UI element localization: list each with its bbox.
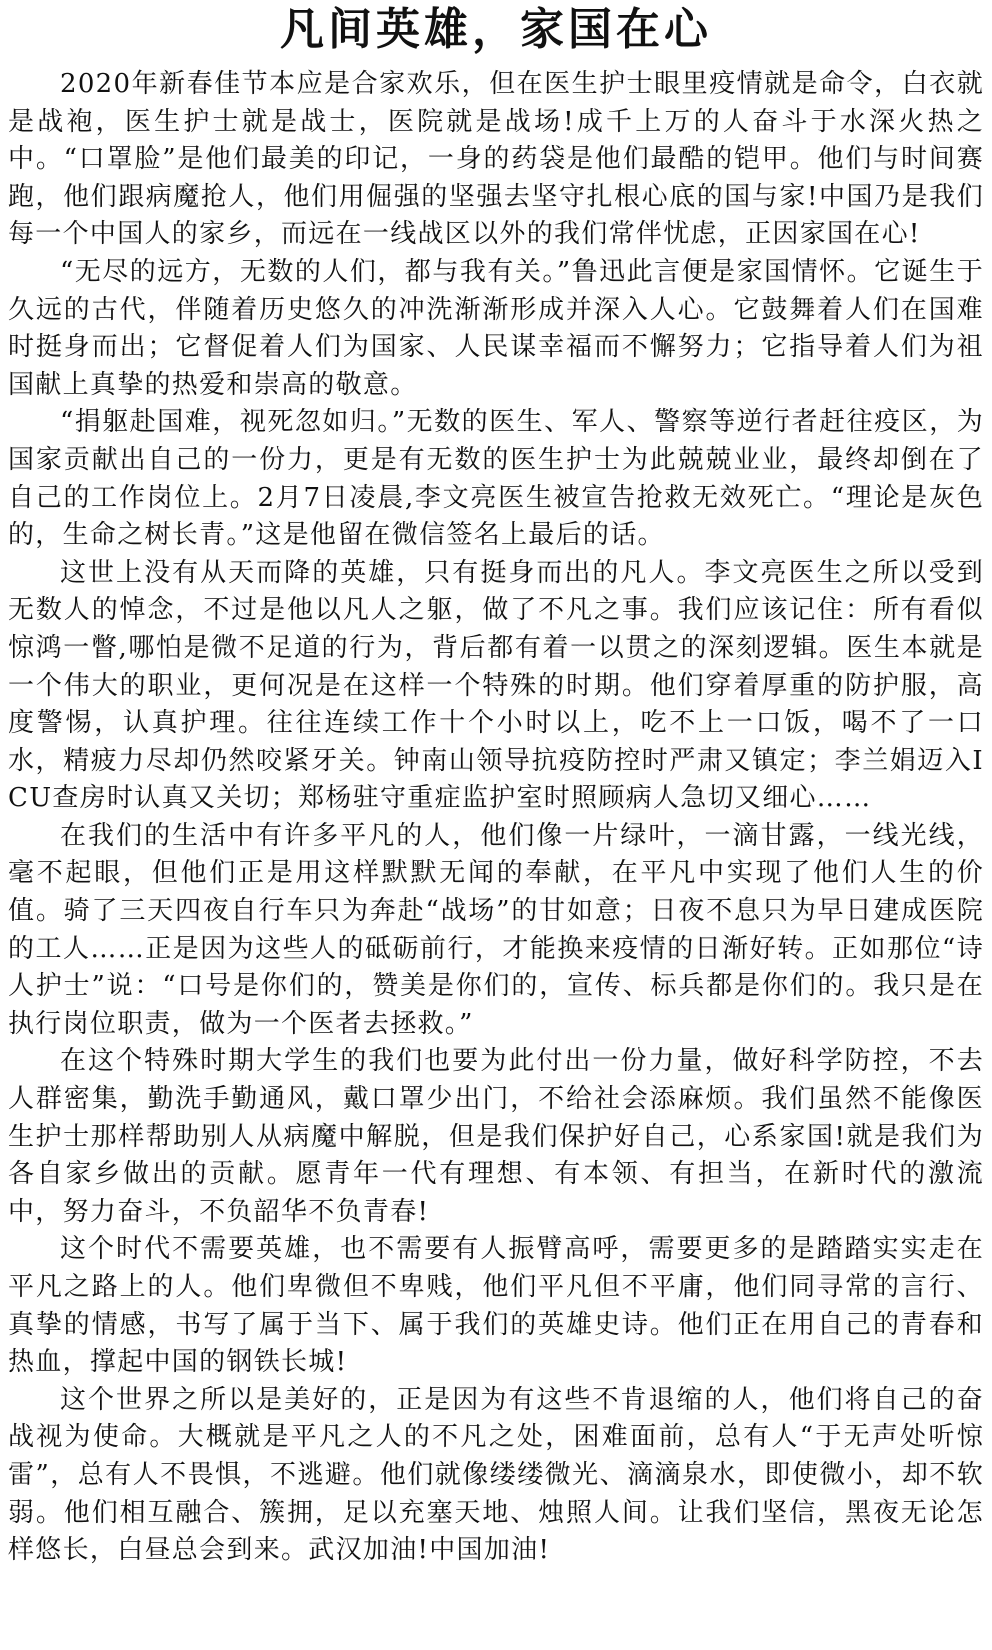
paragraph-6: 在这个特殊时期大学生的我们也要为此付出一份力量，做好科学防控，不去人群密集，勤洗手勤通风，戴口罩少出门，不给社会添麻烦。我们虽然不能像医生护士那样帮助别人从病魔中解脱，但是我们保护好自己，心系家国!就是我们为各自家乡做出的贡献。愿青年一代有理想、有本领、有担当，在新时代的激流中，努力奋斗，不负韶华不负青春! (8, 1046, 984, 1227)
paragraph-7: 这个时代不需要英雄，也不需要有人振臂高呼，需要更多的是踏踏实实走在平凡之路上的人。他们卑微但不卑贱，他们平凡但不平庸，他们同寻常的言行、真挚的情感，书写了属于当下、属于我们的英雄史诗。他们正在用自己的青春和热血，撑起中国的钢铁长城! (8, 1234, 984, 1378)
paragraph-2: “无尽的远方，无数的人们，都与我有关。”鲁迅此言便是家国情怀。它诞生于久远的古代，伴随着历史悠久的冲洗渐渐形成并深入人心。它鼓舞着人们在国难时挺身而出；它督促着人们为国家、人民谋幸福而不懈努力；它指导着人们为祖国献上真挚的热爱和崇高的敬意。 (8, 256, 984, 400)
document-page (0, 2, 992, 1650)
paragraph-8: 这个世界之所以是美好的，正是因为有这些不肯退缩的人，他们将自己的奋战视为使命。大概就是平凡之人的不凡之处，困难面前，总有人“于无声处听惊雷”，总有人不畏惧，不逃避。他们就像缕缕微光、滴滴泉水，即使微小，却不软弱。他们相互融合、簇拥，足以充塞天地、烛照人间。让我们坚信，黑夜无论怎样悠长，白昼总会到来。武汉加油!中国加油! (8, 1384, 984, 1566)
paragraph-5: 在我们的生活中有许多平凡的人，他们像一片绿叶，一滴甘露，一线光线，毫不起眼，但他们正是用这样默默无闻的奉献，在平凡中实现了他们人生的价值。骑了三天四夜自行车只为奔赴“战场”的甘如意；日夜不息只为早日建成医院的工人……正是因为这些人的砥砺前行，才能换来疫情的日渐好转。正如那位“诗人护士”说：“口号是你们的，赞美是你们的，宣传、标兵都是你们的。我只是在执行岗位职责，做为一个医者去拯救。” (8, 820, 984, 1039)
document-title: 凡间英雄，家国在心 (280, 4, 712, 55)
paragraph-4: 这世上没有从天而降的英雄，只有挺身而出的凡人。李文亮医生之所以受到无数人的悼念，不过是他以凡人之躯，做了不凡之事。我们应该记住：所有看似惊鸿一瞥,哪怕是微不足道的行为，背后都有着一以贯之的深刻逻辑。医生本就是一个伟大的职业，更何况是在这样一个特殊的时期。他们穿着厚重的防护服，高度警惕，认真护理。往往连续工作十个小时以上，吃不上一口饭，喝不了一口水，精疲力尽却仍然咬紧牙关。钟南山领导抗疫防控时严肃又镇定；李兰娟迈入ICU查房时认真又关切；郑杨驻守重症监护室时照顾病人急切又细心…… (8, 557, 984, 814)
paragraph-3: “捐躯赴国难，视死忽如归。”无数的医生、军人、警察等逆行者赶往疫区，为国家贡献出自己的一份力，更是有无数的医生护士为此兢兢业业，最终却倒在了自己的工作岗位上。2月7日凌晨,李文亮医生被宣告抢救无效死亡。“理论是灰色的，生命之树长青。”这是他留在微信签名上最后的话。 (8, 407, 984, 551)
document-body (8, 66, 984, 1570)
paragraph-1: 2020年新春佳节本应是合家欢乐，但在医生护士眼里疫情就是命令，白衣就是战袍，医生护士就是战士，医院就是战场!成千上万的人奋斗于水深火热之中。“口罩脸”是他们最美的印记，一身的药袋是他们最酷的铠甲。他们与时间赛跑，他们跟病魔抢人，他们用倔强的坚强去坚守扎根心底的国与家!中国乃是我们每一个中国人的家乡，而远在一线战区以外的我们常伴忧虑，正因家国在心! (8, 69, 984, 250)
